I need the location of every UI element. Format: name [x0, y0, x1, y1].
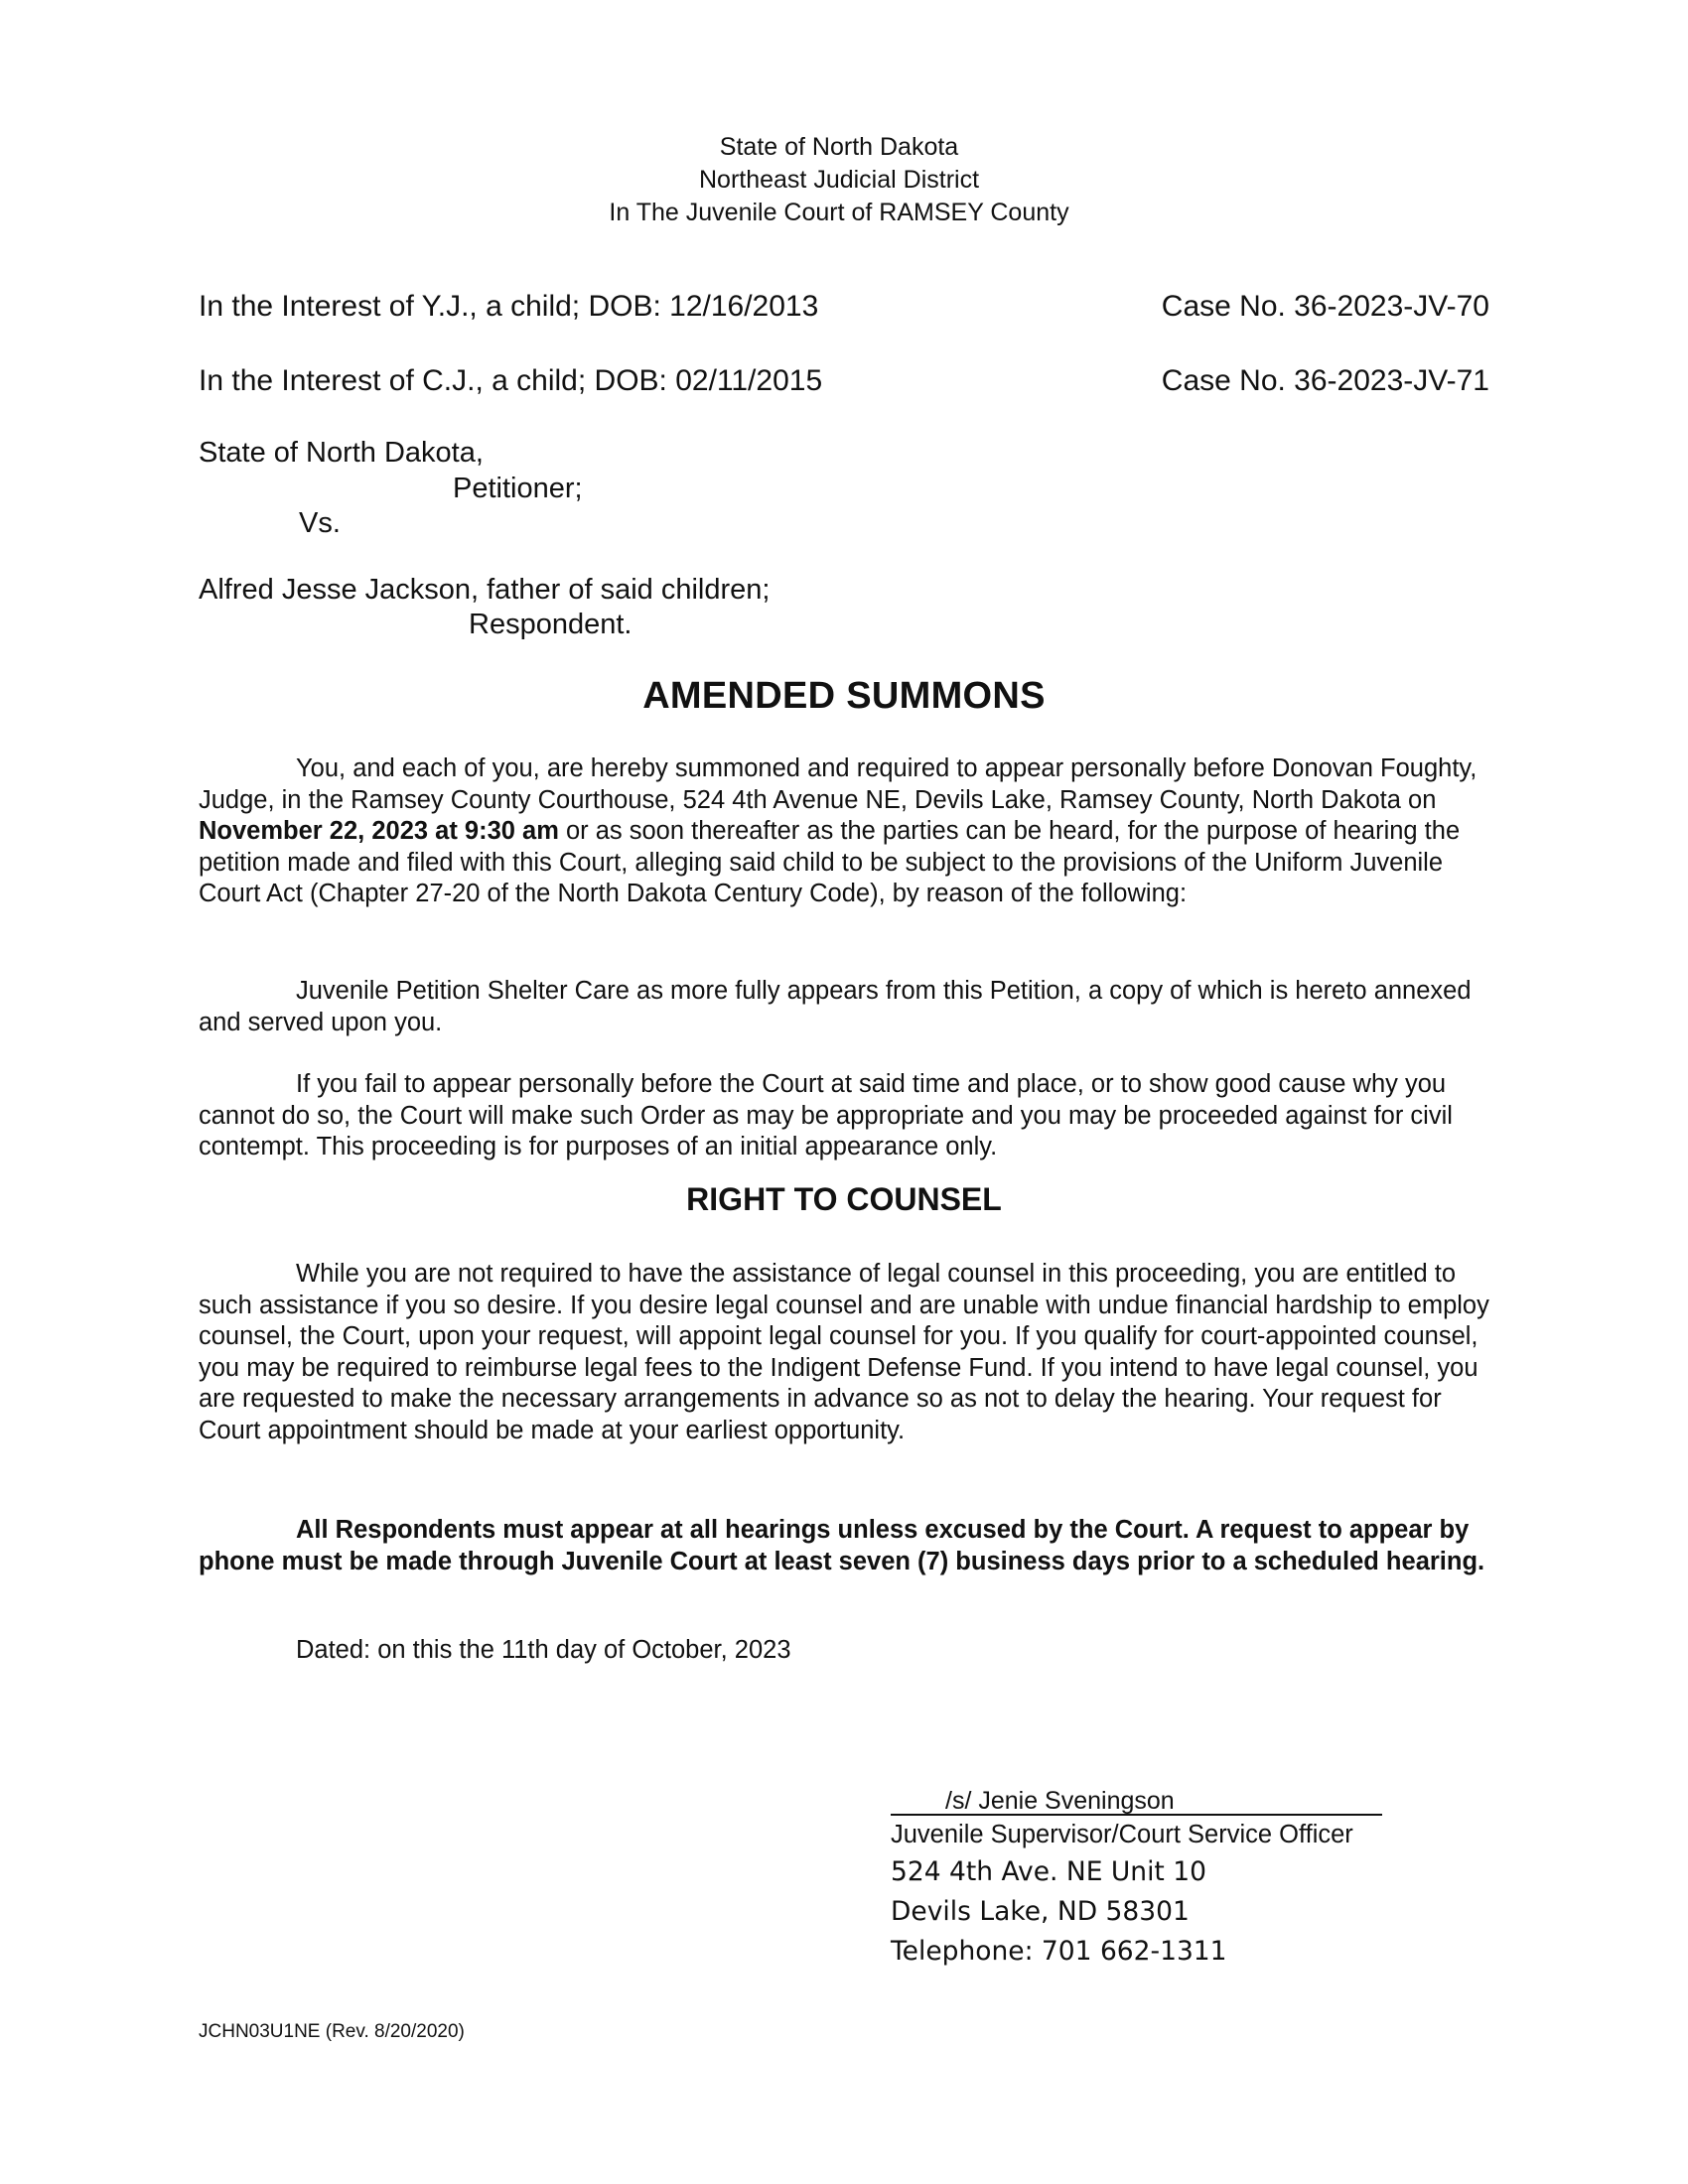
- respondent-role: Respondent.: [469, 609, 633, 640]
- child-interest: In the Interest of Y.J., a child; DOB: 12/16/2013: [199, 290, 819, 323]
- hearing-date: November 22, 2023 at 9:30 am: [199, 817, 559, 845]
- child-interest: In the Interest of C.J., a child; DOB: 02/11/2015: [199, 364, 823, 397]
- case-number: Case No. 36-2023-JV-71: [1161, 364, 1489, 397]
- case-number: Case No. 36-2023-JV-70: [1161, 290, 1489, 323]
- address-line-2: Devils Lake, ND 58301: [891, 1896, 1190, 1927]
- form-number: JCHN03U1NE (Rev. 8/20/2020): [199, 2021, 465, 2042]
- court-name: In The Juvenile Court of RAMSEY County: [609, 199, 1069, 226]
- court-district: Northeast Judicial District: [698, 166, 980, 194]
- summons-text-after: or as soon thereafter as the parties can be heard, for the purpose of hearing the petition made and filed with this Court, alleging said child to be subject to the provisions of the Uniform Juvenile Court Act (Chapter 27-20 of the North Dakota Century Code), by reason of the following:: [199, 817, 1461, 907]
- signer-title: Juvenile Supervisor/Court Service Officer: [891, 1821, 1353, 1848]
- telephone: Telephone: 701 662-1311: [891, 1936, 1227, 1967]
- court-header: [0, 131, 1678, 229]
- summons-paragraph: [199, 753, 1489, 910]
- summons-text-before: You, and each of you, are hereby summoned and required to appear personally before Donovan Foughty, Judge, in the Ramsey County Courthouse, 524 4th Avenue NE, Devils Lake, Ramsey County, North Dakota on: [199, 754, 1477, 814]
- signature-line: /s/ Jenie Sveningson: [891, 1785, 1382, 1816]
- petitioner-role: Petitioner;: [453, 473, 583, 504]
- appearance-notice: All Respondents must appear at all hearings unless excused by the Court. A request to appear by phone must be made through Juvenile Court at least seven (7) business days prior to a scheduled hearing.: [199, 1516, 1485, 1575]
- versus: Vs.: [299, 507, 341, 539]
- failure-to-appear-paragraph: If you fail to appear personally before the Court at said time and place, or to show good cause why you cannot do so, the Court will make such Order as may be appropriate and you may be proceeded against for civil contempt. This proceeding is for purposes of an initial appearance only.: [199, 1070, 1453, 1160]
- counsel-paragraph: While you are not required to have the assistance of legal counsel in this proceeding, you are entitled to such assistance if you so desire. If you desire legal counsel and are unable with undue financial hardship to employ counsel, the Court, upon your request, will appoint legal counsel for you. If you qualify for court-appointed counsel, you may be required to reimburse legal fees to the Indigent Defense Fund. If you intend to have legal counsel, you are requested to make the necessary arrangements in advance so as not to delay the hearing. Your request for Court appointment should be made at your earliest opportunity.: [199, 1260, 1489, 1444]
- address-line-1: 524 4th Ave. NE Unit 10: [891, 1856, 1206, 1887]
- petition-paragraph: Juvenile Petition Shelter Care as more fully appears from this Petition, a copy of which is hereto annexed and served upon you.: [199, 977, 1472, 1036]
- dated-line: Dated: on this the 11th day of October, 2023: [296, 1636, 791, 1664]
- court-state: State of North Dakota: [719, 133, 959, 161]
- document-title: AMENDED SUMMONS: [642, 675, 1046, 717]
- signature-block: [891, 1785, 1407, 1972]
- respondent-name: Alfred Jesse Jackson, father of said children;: [199, 574, 771, 606]
- counsel-heading: RIGHT TO COUNSEL: [686, 1181, 1002, 1217]
- petitioner-name: State of North Dakota,: [199, 437, 484, 469]
